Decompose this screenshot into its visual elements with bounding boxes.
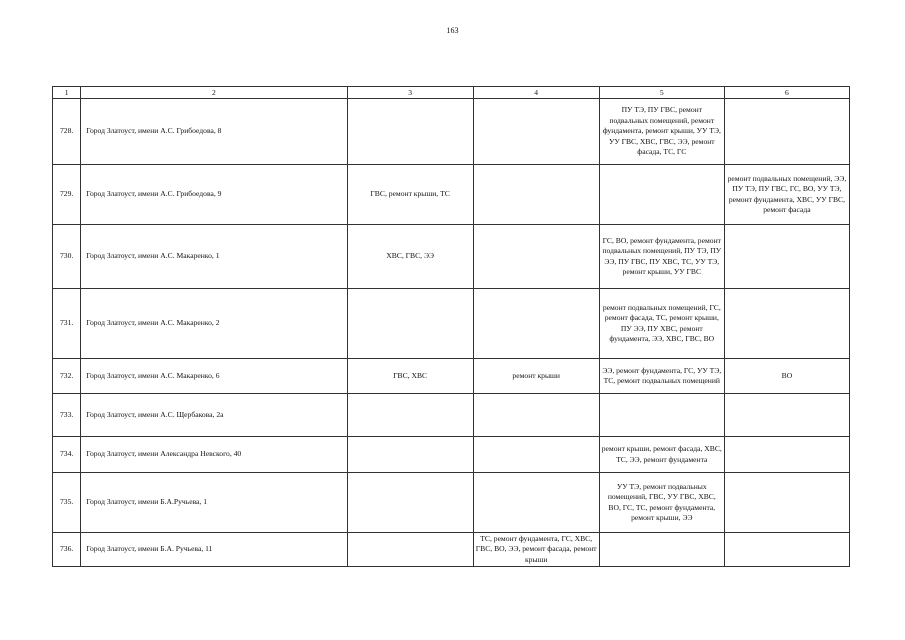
works-cell (599, 165, 724, 225)
address-cell: Город Златоуст, имени Б.А. Ручьева, 11 (81, 533, 347, 567)
works-cell (347, 533, 473, 567)
column-header: 1 (53, 87, 81, 99)
works-cell (347, 394, 473, 437)
works-cell (347, 289, 473, 359)
table-row (53, 437, 850, 473)
table-row (53, 289, 850, 359)
works-cell: ремонт крыши, ремонт фасада, ХВС, ТС, ЭЭ, ремонт фундамента (599, 437, 724, 473)
column-header: 4 (473, 87, 599, 99)
address-cell: Город Златоуст, имени А.С. Грибоедова, 9 (81, 165, 347, 225)
row-number: 735. (53, 473, 81, 533)
works-cell (347, 99, 473, 165)
table-row (53, 473, 850, 533)
row-number: 734. (53, 437, 81, 473)
works-cell (347, 437, 473, 473)
address-cell: Город Златоуст, имени А.С. Макаренко, 2 (81, 289, 347, 359)
works-cell (724, 533, 849, 567)
address-cell: Город Златоуст, имени А.С. Макаренко, 1 (81, 225, 347, 289)
table-row (53, 225, 850, 289)
column-number-row (53, 87, 850, 99)
works-cell (599, 394, 724, 437)
works-cell (473, 225, 599, 289)
address-cell: Город Златоуст, имени Александра Невского, 40 (81, 437, 347, 473)
works-cell: ремонт крыши (473, 359, 599, 394)
row-number: 736. (53, 533, 81, 567)
works-cell: ГВС, ремонт крыши, ТС (347, 165, 473, 225)
works-cell: ХВС, ГВС, ЭЭ (347, 225, 473, 289)
column-header: 2 (81, 87, 347, 99)
works-cell: ГВС, ХВС (347, 359, 473, 394)
works-cell (724, 437, 849, 473)
table-row (53, 359, 850, 394)
works-cell (599, 533, 724, 567)
works-cell (473, 165, 599, 225)
row-number: 731. (53, 289, 81, 359)
row-number: 732. (53, 359, 81, 394)
address-cell: Город Златоуст, имени Б.А.Ручьева, 1 (81, 473, 347, 533)
works-cell: ремонт подвальных помещений, ЭЭ, ПУ ТЭ, ПУ ГВС, ГС, ВО, УУ ТЭ, ремонт фундамента, ХВС, УУ ГВС, ремонт фасада (724, 165, 849, 225)
table-row (53, 533, 850, 567)
works-cell: ТС, ремонт фундамента, ГС, ХВС, ГВС, ВО, ЭЭ, ремонт фасада, ремонт крыши (473, 533, 599, 567)
works-cell (724, 225, 849, 289)
works-cell (473, 99, 599, 165)
table-row (53, 165, 850, 225)
works-cell: УУ ТЭ, ремонт подвальных помещений, ГВС, УУ ГВС, ХВС, ВО, ГС, ТС, ремонт фундамента, ремонт крыши, ЭЭ (599, 473, 724, 533)
row-number: 730. (53, 225, 81, 289)
address-cell: Город Златоуст, имени А.С. Щербакова, 2а (81, 394, 347, 437)
works-cell: ГС, ВО, ремонт фундамента, ремонт подвальных помещений, ПУ ТЭ, ПУ ЭЭ, ПУ ГВС, ПУ ХВС, ТС, УУ ТЭ, ремонт крыши, УУ ГВС (599, 225, 724, 289)
column-header: 3 (347, 87, 473, 99)
works-cell (724, 99, 849, 165)
works-cell (473, 473, 599, 533)
row-number: 729. (53, 165, 81, 225)
works-cell (347, 473, 473, 533)
works-cell: ремонт подвальных помещений, ГС, ремонт фасада, ТС, ремонт крыши, ПУ ЭЭ, ПУ ХВС, ремонт фундамента, ЭЭ, ХВС, ГВС, ВО (599, 289, 724, 359)
table-row (53, 99, 850, 165)
address-cell: Город Златоуст, имени А.С. Макаренко, 6 (81, 359, 347, 394)
works-cell (473, 437, 599, 473)
page-number: 163 (446, 26, 459, 35)
table-row (53, 394, 850, 437)
row-number: 733. (53, 394, 81, 437)
column-header: 5 (599, 87, 724, 99)
works-cell (724, 289, 849, 359)
works-cell: ПУ ТЭ, ПУ ГВС, ремонт подвальных помещений, ремонт фундамента, ремонт крыши, УУ ТЭ, УУ ГВС, ХВС, ГВС, ЭЭ, ремонт фасада, ТС, ГС (599, 99, 724, 165)
works-cell (724, 473, 849, 533)
works-cell: ВО (724, 359, 849, 394)
row-number: 728. (53, 99, 81, 165)
works-cell (724, 394, 849, 437)
work-registry-table (52, 86, 850, 567)
works-cell: ЭЭ, ремонт фундамента, ГС, УУ ТЭ, ТС, ремонт подвальных помещений (599, 359, 724, 394)
works-cell (473, 394, 599, 437)
address-cell: Город Златоуст, имени А.С. Грибоедова, 8 (81, 99, 347, 165)
column-header: 6 (724, 87, 849, 99)
works-cell (473, 289, 599, 359)
